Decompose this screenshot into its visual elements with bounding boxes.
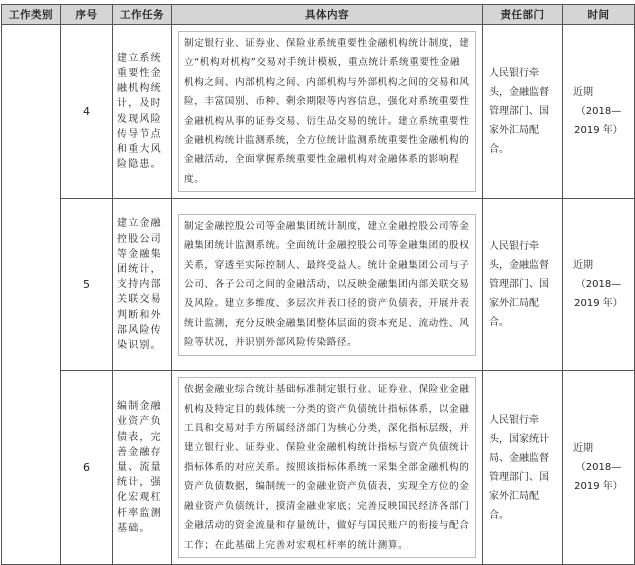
row-number: 4 [61, 25, 113, 199]
header-time: 时间 [563, 5, 635, 25]
time-cell [563, 199, 635, 371]
task-cell: 建立系统重要性金融机构统计，及时发现风险传导节点和重大风险隐患。 [113, 25, 172, 199]
time-range-start: （2018— [575, 106, 622, 118]
time-range-start: （2018— [575, 462, 622, 474]
task-cell: 建立金融控股公司等金融集团统计，支持内部关联交易判断和外部风险传染识别。 [113, 199, 172, 371]
time-label: 近期 [573, 260, 593, 272]
content-text: 制定银行业、证券业、保险业系统重要性金融机构统计制度，建立“机构对机构”交易对手统计模板，重点统计系统重要性金融机构之间、内部机构之间、内部机构与外部机构之间的交易和风险，丰富国别、币种、剩余期限等内容信息，强化对系统重要性金融机构从事的证券交易、衍生品交易的统计。建立系统重要性金融机构统计监测系统，全方位统计监测系统重要性金融机构的金融活动，全面掌握系统重要性金融机构对金融体系的影响程度。 [178, 31, 476, 192]
header-task: 工作任务 [113, 5, 172, 25]
document-page [0, 4, 635, 565]
task-table [1, 4, 635, 565]
dept-cell: 人民银行牵头，国家统计局、金融监督管理部门、国家外汇局配合。 [483, 371, 563, 565]
content-text: 依据金融业综合统计基础标准制定银行业、证券业、保险业金融机构及特定目的载体统一分类的资产负债统计指标体系，以金融工具和交易对手方所属经济部门为核心分类，深化指标层级，并建立银行业、证券业、保险业金融机构统计指标与资产负债统计指标体系的对应关系。按照该指标体系统一采集全部金融机构的资产负债数据，编制统一的金融业资产负债表，实现全方位的金融业资产负债统计，摸清金融业家底；完善反映国民经济各部门金融活动的资金流量和存量统计，做好与国民账户的衔接与配合工作；在此基础上完善对宏观杠杆率的统计测算。 [178, 377, 476, 558]
header-dept: 责任部门 [483, 5, 563, 25]
dept-cell: 人民银行牵头，金融监督管理部门、国家外汇局配合。 [483, 199, 563, 371]
header-number: 序号 [61, 5, 113, 25]
table-header-row [2, 5, 635, 25]
row-number: 6 [61, 371, 113, 565]
table-row [2, 199, 635, 371]
content-text: 制定金融控股公司等金融集团统计制度，建立金融控股公司等金融集团统计监测系统。全面统计金融控股公司等金融集团的股权关系，穿透至实际控制人、最终受益人。统计金融集团公司与子公司、各子公司之间的金融活动，以反映金融集团内部关联交易及风险。建立多维度、多层次并表口径的资产负债表，开展并表统计监测，充分反映金融集团整体层面的资本充足、流动性、风险等状况，并识别外部风险传染路径。 [178, 214, 476, 356]
header-category: 工作类别 [2, 5, 61, 25]
content-cell [172, 25, 483, 199]
time-range-end: 2019 年） [574, 298, 623, 310]
dept-cell: 人民银行牵头，金融监督管理部门、国家外汇局配合。 [483, 25, 563, 199]
time-range-end: 2019 年） [574, 125, 623, 137]
header-content: 具体内容 [172, 5, 483, 25]
category-cell [2, 25, 61, 565]
table-row [2, 25, 635, 199]
row-number: 5 [61, 199, 113, 371]
task-cell: 编制金融业资产负债表，完善金融存量、流量统计，强化宏观杠杆率监测基础。 [113, 371, 172, 565]
time-cell [563, 371, 635, 565]
content-cell [172, 199, 483, 371]
time-range-start: （2018— [575, 279, 622, 291]
table-row [2, 371, 635, 565]
time-range-end: 2019 年） [574, 481, 623, 493]
content-cell [172, 371, 483, 565]
time-label: 近期 [573, 443, 593, 455]
time-cell [563, 25, 635, 199]
time-label: 近期 [573, 87, 593, 99]
